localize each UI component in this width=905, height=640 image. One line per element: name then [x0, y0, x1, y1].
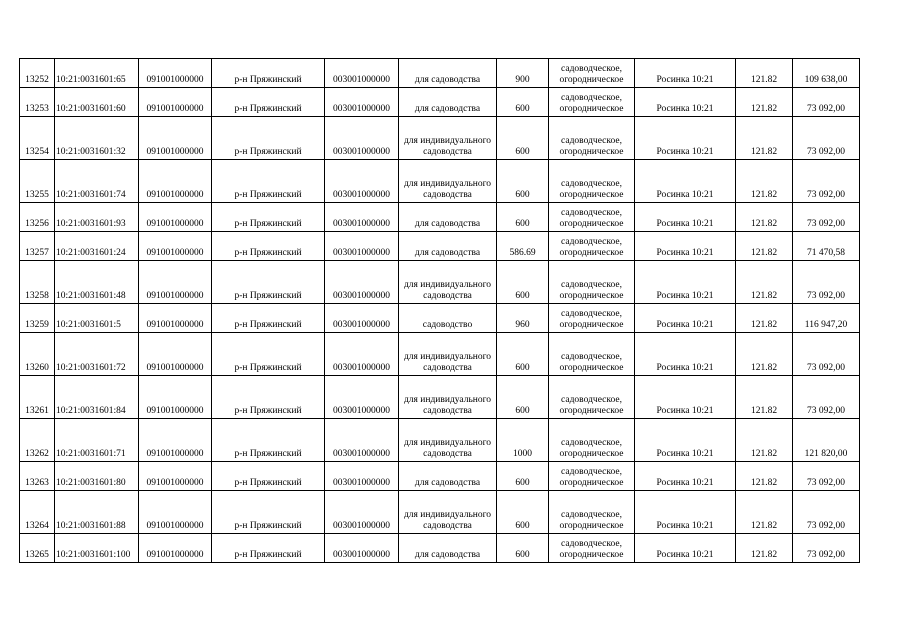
- cell-specific-value: 121.82: [736, 462, 793, 491]
- table-row: [20, 534, 860, 563]
- cell-number: 13257: [20, 232, 55, 261]
- cell-area: 586.69: [497, 232, 549, 261]
- cell-code: 003001000000: [325, 88, 399, 117]
- cell-cadastral-value: 73 092,00: [793, 117, 860, 160]
- cell-use-category: садоводческое, огородническое: [549, 117, 635, 160]
- cell-valuation-zone: Росинка 10:21: [635, 491, 736, 534]
- cell-specific-value: 121.82: [736, 232, 793, 261]
- cell-permitted-use: для садоводства: [399, 232, 497, 261]
- cell-okato: 091001000000: [139, 232, 212, 261]
- table-row: [20, 59, 860, 88]
- cell-number: 13264: [20, 491, 55, 534]
- cell-permitted-use: для индивидуального садоводства: [399, 261, 497, 304]
- cell-area: 600: [497, 462, 549, 491]
- table-row: [20, 117, 860, 160]
- table-row: [20, 203, 860, 232]
- cell-district: р-н Пряжинский: [212, 59, 325, 88]
- cell-cadastral-value: 73 092,00: [793, 261, 860, 304]
- cell-okato: 091001000000: [139, 203, 212, 232]
- cell-cadastral-value: 121 820,00: [793, 419, 860, 462]
- cell-number: 13263: [20, 462, 55, 491]
- table-row: [20, 491, 860, 534]
- cell-code: 003001000000: [325, 203, 399, 232]
- cell-valuation-zone: Росинка 10:21: [635, 160, 736, 203]
- table-row: [20, 88, 860, 117]
- cell-use-category: садоводческое, огородническое: [549, 333, 635, 376]
- cell-use-category: садоводческое, огородническое: [549, 203, 635, 232]
- cell-area: 600: [497, 88, 549, 117]
- cell-district: р-н Пряжинский: [212, 160, 325, 203]
- cell-code: 003001000000: [325, 462, 399, 491]
- cell-cadastral-value: 73 092,00: [793, 160, 860, 203]
- cell-code: 003001000000: [325, 419, 399, 462]
- cell-permitted-use: для индивидуального садоводства: [399, 117, 497, 160]
- cell-cadastral-value: 109 638,00: [793, 59, 860, 88]
- cell-cadastral-number: 10:21:0031601:84: [55, 376, 139, 419]
- cell-number: 13258: [20, 261, 55, 304]
- cell-cadastral-number: 10:21:0031601:24: [55, 232, 139, 261]
- cell-code: 003001000000: [325, 333, 399, 376]
- cell-permitted-use: для садоводства: [399, 88, 497, 117]
- cell-okato: 091001000000: [139, 304, 212, 333]
- cell-okato: 091001000000: [139, 117, 212, 160]
- cell-okato: 091001000000: [139, 534, 212, 563]
- cell-number: 13255: [20, 160, 55, 203]
- cell-valuation-zone: Росинка 10:21: [635, 304, 736, 333]
- cell-use-category: садоводческое, огородническое: [549, 160, 635, 203]
- cell-code: 003001000000: [325, 160, 399, 203]
- cell-permitted-use: для садоводства: [399, 534, 497, 563]
- cell-specific-value: 121.82: [736, 261, 793, 304]
- cell-okato: 091001000000: [139, 59, 212, 88]
- cell-area: 600: [497, 534, 549, 563]
- cell-okato: 091001000000: [139, 491, 212, 534]
- cell-valuation-zone: Росинка 10:21: [635, 232, 736, 261]
- cell-district: р-н Пряжинский: [212, 419, 325, 462]
- cell-okato: 091001000000: [139, 376, 212, 419]
- cell-permitted-use: для индивидуального садоводства: [399, 333, 497, 376]
- cell-use-category: садоводческое, огородническое: [549, 261, 635, 304]
- cell-area: 600: [497, 333, 549, 376]
- cell-area: 600: [497, 261, 549, 304]
- cell-use-category: садоводческое, огородническое: [549, 419, 635, 462]
- cell-specific-value: 121.82: [736, 88, 793, 117]
- cell-permitted-use: для садоводства: [399, 203, 497, 232]
- cell-cadastral-value: 73 092,00: [793, 462, 860, 491]
- cell-district: р-н Пряжинский: [212, 117, 325, 160]
- cell-valuation-zone: Росинка 10:21: [635, 419, 736, 462]
- registry-body: [20, 59, 860, 563]
- cell-use-category: садоводческое, огородническое: [549, 88, 635, 117]
- cell-cadastral-value: 73 092,00: [793, 333, 860, 376]
- cell-cadastral-number: 10:21:0031601:48: [55, 261, 139, 304]
- cell-specific-value: 121.82: [736, 203, 793, 232]
- cell-code: 003001000000: [325, 59, 399, 88]
- cell-code: 003001000000: [325, 117, 399, 160]
- cell-permitted-use: для индивидуального садоводства: [399, 419, 497, 462]
- cell-code: 003001000000: [325, 491, 399, 534]
- registry-table: [19, 58, 860, 563]
- cell-valuation-zone: Росинка 10:21: [635, 261, 736, 304]
- cell-cadastral-number: 10:21:0031601:100: [55, 534, 139, 563]
- cell-valuation-zone: Росинка 10:21: [635, 333, 736, 376]
- cell-specific-value: 121.82: [736, 419, 793, 462]
- cell-code: 003001000000: [325, 232, 399, 261]
- cell-valuation-zone: Росинка 10:21: [635, 88, 736, 117]
- cell-cadastral-number: 10:21:0031601:74: [55, 160, 139, 203]
- cell-specific-value: 121.82: [736, 59, 793, 88]
- cell-code: 003001000000: [325, 261, 399, 304]
- table-row: [20, 232, 860, 261]
- cell-cadastral-value: 73 092,00: [793, 376, 860, 419]
- cell-number: 13253: [20, 88, 55, 117]
- cell-cadastral-value: 73 092,00: [793, 491, 860, 534]
- cell-number: 13262: [20, 419, 55, 462]
- cell-area: 900: [497, 59, 549, 88]
- cell-district: р-н Пряжинский: [212, 534, 325, 563]
- cell-use-category: садоводческое, огородническое: [549, 491, 635, 534]
- cell-district: р-н Пряжинский: [212, 376, 325, 419]
- table-row: [20, 333, 860, 376]
- cell-cadastral-value: 73 092,00: [793, 203, 860, 232]
- cell-okato: 091001000000: [139, 160, 212, 203]
- cell-specific-value: 121.82: [736, 333, 793, 376]
- cell-okato: 091001000000: [139, 419, 212, 462]
- cell-cadastral-number: 10:21:0031601:5: [55, 304, 139, 333]
- cell-permitted-use: для садоводства: [399, 462, 497, 491]
- cell-okato: 091001000000: [139, 88, 212, 117]
- cell-permitted-use: садоводство: [399, 304, 497, 333]
- cell-permitted-use: для индивидуального садоводства: [399, 160, 497, 203]
- cell-number: 13254: [20, 117, 55, 160]
- cell-area: 600: [497, 160, 549, 203]
- cell-cadastral-number: 10:21:0031601:32: [55, 117, 139, 160]
- cell-valuation-zone: Росинка 10:21: [635, 203, 736, 232]
- cell-area: 600: [497, 117, 549, 160]
- table-row: [20, 261, 860, 304]
- cell-code: 003001000000: [325, 376, 399, 419]
- cell-specific-value: 121.82: [736, 491, 793, 534]
- cell-cadastral-number: 10:21:0031601:88: [55, 491, 139, 534]
- cell-area: 960: [497, 304, 549, 333]
- cell-valuation-zone: Росинка 10:21: [635, 59, 736, 88]
- cell-cadastral-value: 116 947,20: [793, 304, 860, 333]
- cell-specific-value: 121.82: [736, 160, 793, 203]
- cell-specific-value: 121.82: [736, 304, 793, 333]
- cell-cadastral-number: 10:21:0031601:80: [55, 462, 139, 491]
- cell-number: 13252: [20, 59, 55, 88]
- table-row: [20, 419, 860, 462]
- cell-district: р-н Пряжинский: [212, 232, 325, 261]
- cell-cadastral-number: 10:21:0031601:65: [55, 59, 139, 88]
- cell-permitted-use: для индивидуального садоводства: [399, 491, 497, 534]
- cell-area: 600: [497, 376, 549, 419]
- cell-code: 003001000000: [325, 304, 399, 333]
- cell-cadastral-number: 10:21:0031601:71: [55, 419, 139, 462]
- cell-number: 13259: [20, 304, 55, 333]
- cell-number: 13265: [20, 534, 55, 563]
- table-row: [20, 462, 860, 491]
- cell-valuation-zone: Росинка 10:21: [635, 462, 736, 491]
- cell-area: 600: [497, 203, 549, 232]
- cell-code: 003001000000: [325, 534, 399, 563]
- cell-district: р-н Пряжинский: [212, 333, 325, 376]
- cell-valuation-zone: Росинка 10:21: [635, 376, 736, 419]
- cell-valuation-zone: Росинка 10:21: [635, 534, 736, 563]
- cell-specific-value: 121.82: [736, 376, 793, 419]
- cell-specific-value: 121.82: [736, 534, 793, 563]
- cell-number: 13256: [20, 203, 55, 232]
- cell-district: р-н Пряжинский: [212, 304, 325, 333]
- cell-use-category: садоводческое, огородническое: [549, 534, 635, 563]
- cell-cadastral-number: 10:21:0031601:93: [55, 203, 139, 232]
- cell-district: р-н Пряжинский: [212, 462, 325, 491]
- table-row: [20, 376, 860, 419]
- cell-district: р-н Пряжинский: [212, 491, 325, 534]
- cell-valuation-zone: Росинка 10:21: [635, 117, 736, 160]
- cell-number: 13261: [20, 376, 55, 419]
- cell-cadastral-value: 71 470,58: [793, 232, 860, 261]
- cell-specific-value: 121.82: [736, 117, 793, 160]
- cell-cadastral-value: 73 092,00: [793, 534, 860, 563]
- cell-district: р-н Пряжинский: [212, 261, 325, 304]
- cell-permitted-use: для индивидуального садоводства: [399, 376, 497, 419]
- cell-use-category: садоводческое, огородническое: [549, 232, 635, 261]
- cell-use-category: садоводческое, огородническое: [549, 462, 635, 491]
- cell-area: 600: [497, 491, 549, 534]
- table-row: [20, 160, 860, 203]
- cell-permitted-use: для садоводства: [399, 59, 497, 88]
- cell-cadastral-number: 10:21:0031601:72: [55, 333, 139, 376]
- cell-cadastral-value: 73 092,00: [793, 88, 860, 117]
- cell-number: 13260: [20, 333, 55, 376]
- cell-area: 1000: [497, 419, 549, 462]
- cell-okato: 091001000000: [139, 333, 212, 376]
- cell-okato: 091001000000: [139, 462, 212, 491]
- cell-use-category: садоводческое, огородническое: [549, 304, 635, 333]
- cell-cadastral-number: 10:21:0031601:60: [55, 88, 139, 117]
- cell-use-category: садоводческое, огородническое: [549, 59, 635, 88]
- cell-district: р-н Пряжинский: [212, 88, 325, 117]
- cell-okato: 091001000000: [139, 261, 212, 304]
- cell-district: р-н Пряжинский: [212, 203, 325, 232]
- cell-use-category: садоводческое, огородническое: [549, 376, 635, 419]
- table-row: [20, 304, 860, 333]
